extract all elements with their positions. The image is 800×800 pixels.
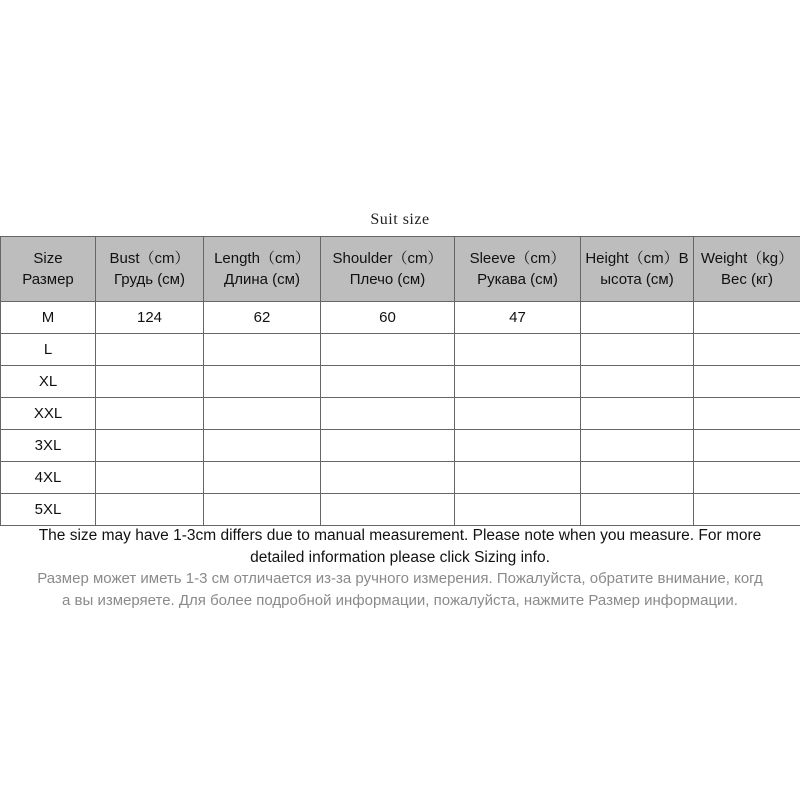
cell-size: M xyxy=(1,302,96,334)
cell-sleeve xyxy=(455,398,581,430)
cell-height xyxy=(581,430,694,462)
table-row xyxy=(1,366,800,398)
table-row xyxy=(1,398,800,430)
cell-shoulder xyxy=(321,334,455,366)
size-table xyxy=(0,236,800,526)
cell-length xyxy=(204,398,321,430)
cell-height xyxy=(581,398,694,430)
cell-bust xyxy=(96,462,204,494)
header-length: Length（cm） Длина (см) xyxy=(204,237,321,302)
table-title: Suit size xyxy=(370,211,430,228)
cell-size: L xyxy=(1,334,96,366)
cell-height xyxy=(581,334,694,366)
cell-size: 5XL xyxy=(1,494,96,526)
header-shoulder: Shoulder（cm） Плечо (см) xyxy=(321,237,455,302)
cell-bust xyxy=(96,366,204,398)
cell-weight xyxy=(694,366,800,398)
cell-sleeve xyxy=(455,462,581,494)
measurement-note-english: The size may have 1-3cm differs due to manual measurement. Please note when you measure. For more detailed information please click Sizing info. xyxy=(38,527,762,566)
cell-sleeve xyxy=(455,366,581,398)
cell-length xyxy=(204,494,321,526)
cell-length xyxy=(204,430,321,462)
cell-sleeve: 47 xyxy=(455,302,581,334)
table-header-row xyxy=(1,237,800,302)
cell-weight xyxy=(694,398,800,430)
cell-bust xyxy=(96,430,204,462)
cell-height xyxy=(581,494,694,526)
cell-length: 62 xyxy=(204,302,321,334)
cell-height xyxy=(581,462,694,494)
cell-bust xyxy=(96,398,204,430)
cell-weight xyxy=(694,430,800,462)
cell-length xyxy=(204,366,321,398)
cell-size: 3XL xyxy=(1,430,96,462)
cell-weight xyxy=(694,462,800,494)
header-size: Size Размер xyxy=(1,237,96,302)
cell-bust xyxy=(96,494,204,526)
cell-weight xyxy=(694,302,800,334)
table-row xyxy=(1,334,800,366)
cell-shoulder xyxy=(321,494,455,526)
cell-shoulder xyxy=(321,462,455,494)
cell-length xyxy=(204,334,321,366)
header-height: Height（cm）B ысота (см) xyxy=(581,237,694,302)
cell-length xyxy=(204,462,321,494)
cell-weight xyxy=(694,334,800,366)
cell-size: 4XL xyxy=(1,462,96,494)
header-sleeve: Sleeve（cm） Рукава (см) xyxy=(455,237,581,302)
table-row xyxy=(1,462,800,494)
measurement-note-russian: Размер может иметь 1-3 см отличается из-за ручного измерения. Пожалуйста, обратите внимание, когд а вы измеряете. Для более подробной информации, пожалуйста, нажмите Размер информации. xyxy=(37,570,763,609)
table-row xyxy=(1,302,800,334)
cell-shoulder xyxy=(321,398,455,430)
cell-height xyxy=(581,366,694,398)
table-row xyxy=(1,494,800,526)
cell-sleeve xyxy=(455,494,581,526)
cell-height xyxy=(581,302,694,334)
cell-shoulder xyxy=(321,366,455,398)
cell-shoulder xyxy=(321,430,455,462)
cell-size: XL xyxy=(1,366,96,398)
cell-sleeve xyxy=(455,430,581,462)
header-bust: Bust（cm） Грудь (см) xyxy=(96,237,204,302)
cell-size: XXL xyxy=(1,398,96,430)
table-row xyxy=(1,430,800,462)
cell-sleeve xyxy=(455,334,581,366)
cell-bust xyxy=(96,334,204,366)
cell-shoulder: 60 xyxy=(321,302,455,334)
header-weight: Weight（kg） Вес (кг) xyxy=(694,237,800,302)
cell-weight xyxy=(694,494,800,526)
cell-bust: 124 xyxy=(96,302,204,334)
